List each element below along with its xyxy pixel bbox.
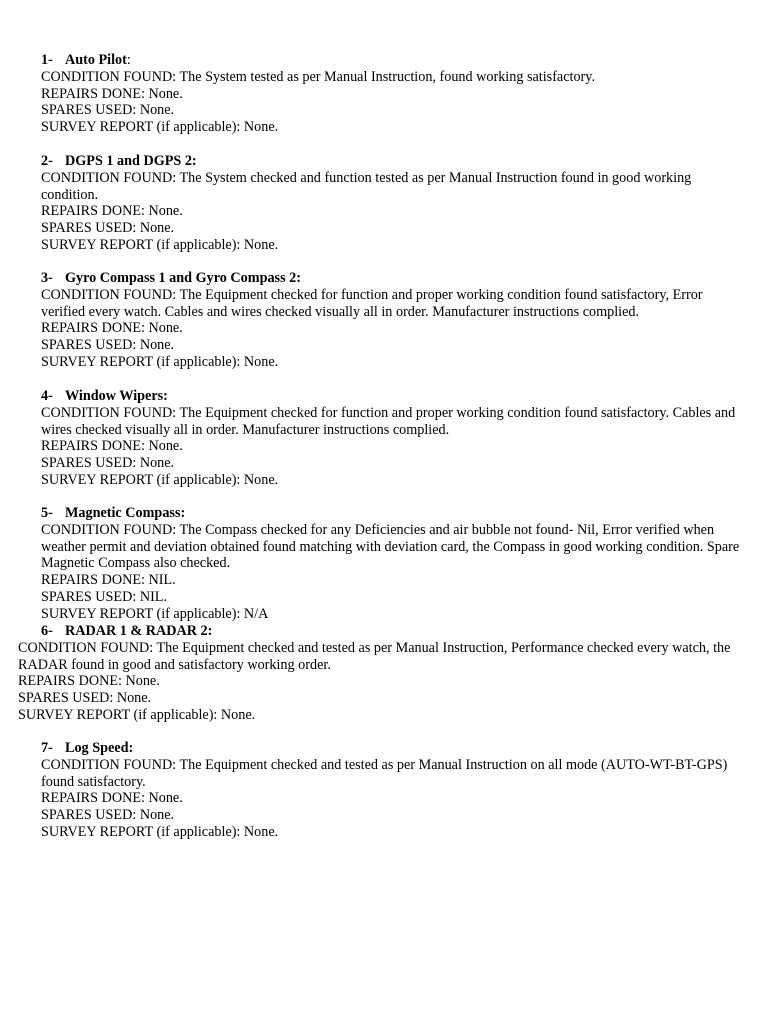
section-heading: [41, 52, 746, 69]
section-number: 6-: [41, 623, 53, 639]
condition-found: CONDITION FOUND: The Equipment checked and tested as per Manual Instruction, Performance checked every watch, the RADAR found in good and satisfactory working order.: [18, 639, 731, 673]
spares-used: SPARES USED: None.: [18, 690, 152, 707]
survey-report: SURVEY REPORT (if applicable): N/A: [41, 605, 269, 622]
section-log-speed: [41, 740, 746, 841]
section-magnetic-compass: [41, 505, 746, 623]
section-number: 5-: [41, 505, 53, 521]
survey-report: SURVEY REPORT (if applicable): None.: [41, 236, 279, 253]
repairs-done: REPAIRS DONE: None.: [41, 790, 183, 807]
section-title: Auto Pilot: [65, 52, 127, 68]
section-title: Magnetic Compass:: [65, 505, 186, 521]
section-window-wipers: [41, 388, 746, 489]
section-auto-pilot: [41, 52, 746, 136]
condition-found: CONDITION FOUND: The Equipment checked and tested as per Manual Instruction on all mode (AUTO-WT-BT-GPS) found satisfactory.: [41, 756, 728, 790]
section-title: Log Speed:: [65, 740, 134, 756]
condition-found: CONDITION FOUND: The System tested as per Manual Instruction, found working satisfactory.: [41, 68, 596, 85]
section-title: Window Wipers:: [65, 388, 168, 404]
section-title: RADAR 1 & RADAR 2:: [65, 623, 213, 639]
spares-used: SPARES USED: None.: [41, 807, 175, 824]
section-number: 2-: [41, 153, 53, 169]
section-heading: [41, 388, 746, 405]
section-heading: [18, 623, 746, 640]
section-title: DGPS 1 and DGPS 2:: [65, 153, 197, 169]
section-heading: [41, 505, 746, 522]
spares-used: SPARES USED: None.: [41, 337, 175, 354]
condition-found: CONDITION FOUND: The Equipment checked for function and proper working condition found satisfactory. Cables and wires checked visually all in order. Manufacturer instructions complied.: [41, 404, 736, 438]
repairs-done: REPAIRS DONE: None.: [41, 203, 183, 220]
section-heading: [41, 270, 746, 287]
survey-report: SURVEY REPORT (if applicable): None.: [18, 706, 256, 723]
survey-report: SURVEY REPORT (if applicable): None.: [41, 353, 279, 370]
section-number: 7-: [41, 740, 53, 756]
section-number: 4-: [41, 388, 53, 404]
repairs-done: REPAIRS DONE: None.: [41, 438, 183, 455]
section-dgps: [41, 153, 746, 254]
spares-used: SPARES USED: None.: [41, 220, 175, 237]
repairs-done: REPAIRS DONE: None.: [41, 320, 183, 337]
spares-used: SPARES USED: None.: [41, 455, 175, 472]
repairs-done: REPAIRS DONE: None.: [18, 673, 160, 690]
section-heading: [41, 153, 746, 170]
section-title: Gyro Compass 1 and Gyro Compass 2:: [65, 270, 301, 286]
condition-found: CONDITION FOUND: The Equipment checked for function and proper working condition found satisfactory, Error verified every watch. Cables and wires checked visually all in order. Manufacturer instructions complied.: [41, 286, 703, 320]
section-gyro-compass: [41, 270, 746, 371]
survey-report: SURVEY REPORT (if applicable): None.: [41, 119, 279, 136]
condition-found: CONDITION FOUND: The System checked and function tested as per Manual Instruction found in good working condition.: [41, 169, 692, 203]
survey-report: SURVEY REPORT (if applicable): None.: [41, 823, 279, 840]
repairs-done: REPAIRS DONE: NIL.: [41, 572, 176, 589]
section-number: 1-: [41, 52, 53, 68]
survey-report: SURVEY REPORT (if applicable): None.: [41, 471, 279, 488]
repairs-done: REPAIRS DONE: None.: [41, 85, 183, 102]
section-title-suffix: :: [126, 52, 131, 68]
section-heading: [41, 740, 746, 757]
section-number: 3-: [41, 270, 53, 286]
spares-used: SPARES USED: NIL.: [41, 588, 168, 605]
condition-found: CONDITION FOUND: The Compass checked for any Deficiencies and air bubble not found- Nil, Error verified when weather permit and deviation obtained found matching with deviation card, the Compass in good working condition. Spare Magnetic Compass also checked.: [41, 521, 740, 572]
section-radar: [18, 623, 746, 724]
spares-used: SPARES USED: None.: [41, 102, 175, 119]
